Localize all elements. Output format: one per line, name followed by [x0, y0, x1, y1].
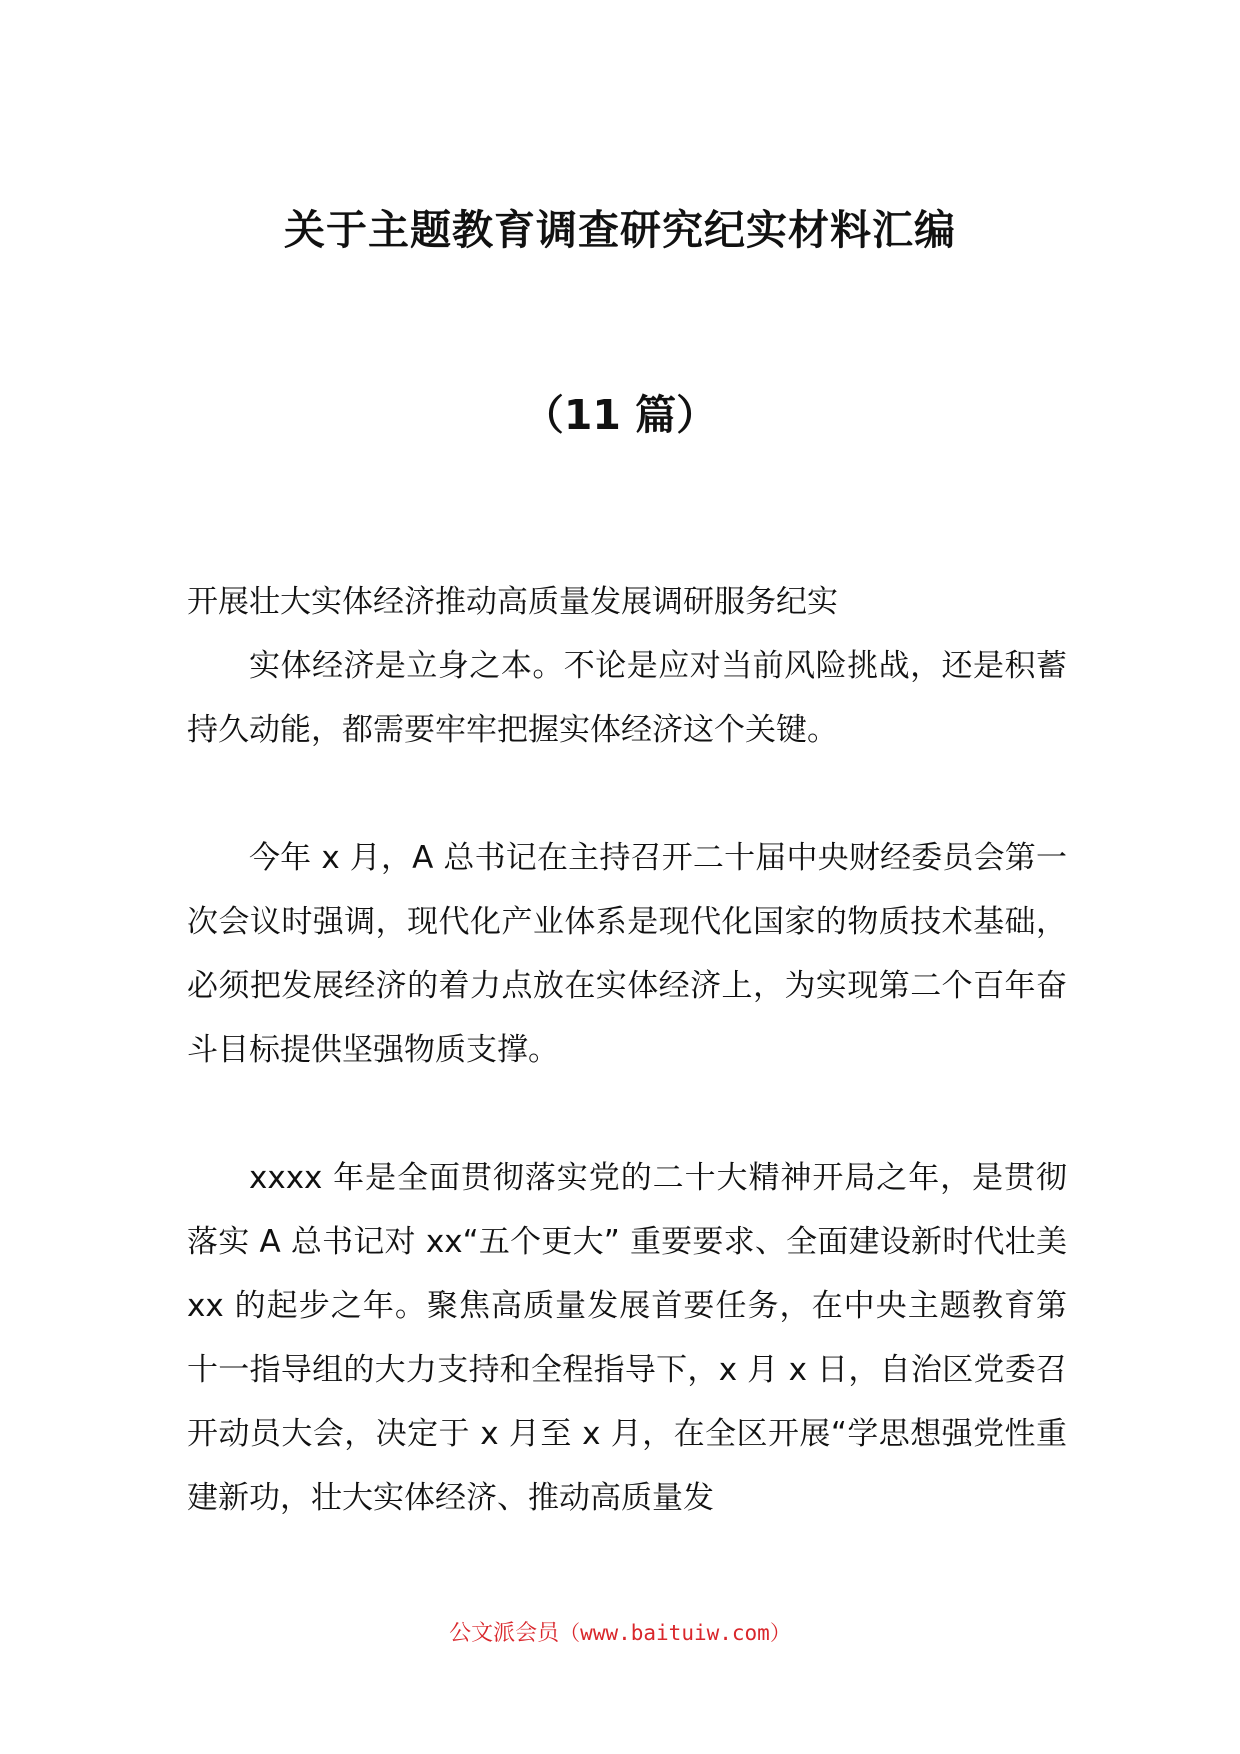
- footer-url: （www.baituiw.com）: [559, 1621, 791, 1645]
- paragraph-spacer: [187, 1082, 1067, 1146]
- paragraph-2: 今年 x 月，A 总书记在主持召开二十届中央财经委员会第一次会议时强调，现代化产业体系是现代化国家的物质技术基础，必须把发展经济的着力点放在实体经济上，为实现第二个百年奋斗目标提供坚强物质支撑。: [187, 840, 1067, 1068]
- footer-label: 公文派会员: [449, 1621, 560, 1646]
- document-subtitle: （11 篇）: [522, 391, 718, 439]
- paragraph-spacer: [187, 762, 1067, 826]
- section-heading: 开展壮大实体经济推动高质量发展调研服务纪实: [187, 584, 838, 620]
- document-title: 关于主题教育调查研究纪实材料汇编: [284, 206, 956, 254]
- watermark-footer: [0, 1618, 1240, 1649]
- document-body: [187, 570, 1067, 1530]
- paragraph-3: xxxx 年是全面贯彻落实党的二十大精神开局之年，是贯彻落实 A 总书记对 xx“五个更大” 重要要求、全面建设新时代壮美 xx 的起步之年。聚焦高质量发展首要任务，在中央主题教育第十一指导组的大力支持和全程指导下，x 月 x 日，自治区党委召开动员大会，决定于 x 月至 x 月，在全区开展“学思想强党性重建新功，壮大实体经济、推动高质量发: [187, 1160, 1067, 1516]
- paragraph-1: 实体经济是立身之本。不论是应对当前风险挑战，还是积蓄持久动能，都需要牢牢把握实体经济这个关键。: [187, 648, 1067, 748]
